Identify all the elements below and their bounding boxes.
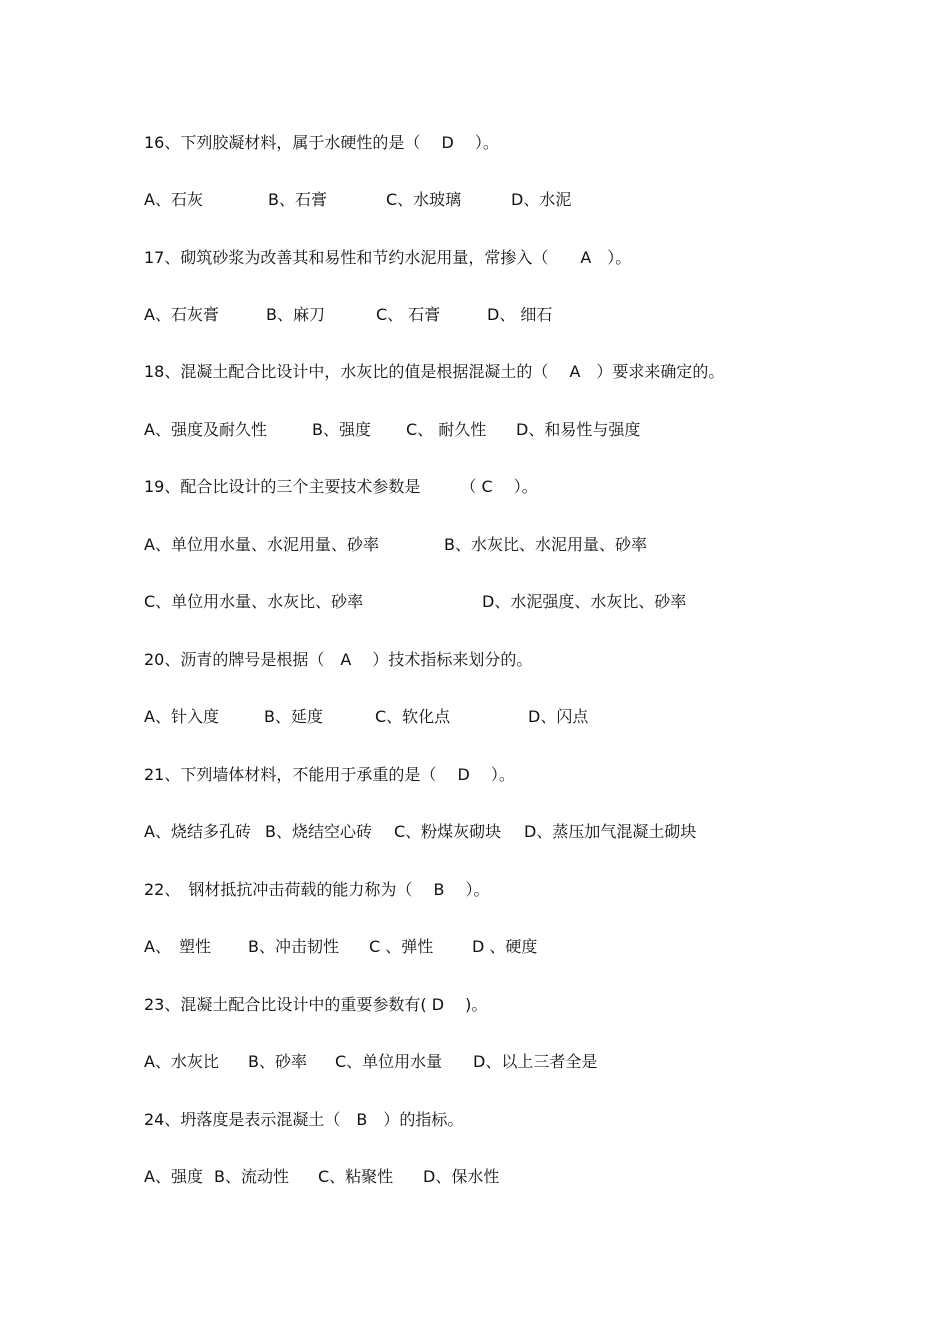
option-a: A、水灰比	[144, 1052, 219, 1071]
question-21-options	[144, 820, 697, 844]
option-d: D、水泥强度、水灰比、砂率	[482, 592, 687, 611]
question-22-stem	[144, 878, 490, 902]
option-c: C、单位用水量	[335, 1052, 443, 1071]
option-a: A、强度及耐久性	[144, 420, 267, 439]
option-c: C、 耐久性	[406, 420, 487, 439]
question-24-options	[144, 1165, 500, 1189]
question-22-options	[144, 935, 538, 959]
question-stem-text: 21、下列墙体材料，不能用于承重的是（ D ）。	[144, 765, 515, 784]
question-stem-text: 24、坍落度是表示混凝土（ B ）的指标。	[144, 1110, 464, 1129]
option-d: D、蒸压加气混凝土砌块	[524, 822, 697, 841]
option-d: D 、硬度	[472, 937, 538, 956]
option-b: B、烧结空心砖	[265, 822, 372, 841]
option-c: C、粉煤灰砌块	[394, 822, 502, 841]
option-a: A、单位用水量、水泥用量、砂率	[144, 535, 379, 554]
option-b: B、麻刀	[266, 305, 325, 324]
question-stem-text: 16、下列胶凝材料，属于水硬性的是（ D ）。	[144, 133, 499, 152]
question-18-stem	[144, 360, 725, 384]
option-c: C、 石膏	[376, 305, 441, 324]
option-a: A、 塑性	[144, 937, 211, 956]
question-stem-text: 23、混凝土配合比设计中的重要参数有( D )。	[144, 995, 488, 1014]
option-a: A、针入度	[144, 707, 219, 726]
option-d: D、水泥	[511, 190, 572, 209]
option-c: C、软化点	[375, 707, 451, 726]
option-b: B、强度	[312, 420, 371, 439]
option-a: A、烧结多孔砖	[144, 822, 251, 841]
question-16-stem	[144, 131, 499, 155]
question-stem-text: 17、砌筑砂浆为改善其和易性和节约水泥用量，常掺入（ A ）。	[144, 248, 632, 267]
option-b: B、水灰比、水泥用量、砂率	[444, 535, 647, 554]
question-19-options-row1	[144, 533, 647, 557]
question-stem-text: 18、混凝土配合比设计中，水灰比的值是根据混凝土的（ A ）要求来确定的。	[144, 362, 725, 381]
option-b: B、流动性	[214, 1167, 289, 1186]
question-19-stem	[144, 475, 538, 499]
option-a: A、强度	[144, 1167, 203, 1186]
option-d: D、以上三者全是	[473, 1052, 598, 1071]
question-23-options	[144, 1050, 598, 1074]
option-d: D、和易性与强度	[516, 420, 641, 439]
question-19-options-row2	[144, 590, 687, 614]
question-17-stem	[144, 246, 632, 270]
question-17-options	[144, 303, 553, 327]
option-a: A、石灰膏	[144, 305, 219, 324]
option-b: B、延度	[264, 707, 323, 726]
option-d: D、闪点	[528, 707, 589, 726]
option-c: C、水玻璃	[386, 190, 462, 209]
question-21-stem	[144, 763, 515, 787]
question-16-options	[144, 188, 572, 212]
option-c: C、单位用水量、水灰比、砂率	[144, 592, 364, 611]
option-b: B、砂率	[248, 1052, 307, 1071]
question-stem-text: 20、沥青的牌号是根据（ A ）技术指标来划分的。	[144, 650, 533, 669]
option-d: D、保水性	[423, 1167, 500, 1186]
option-b: B、冲击韧性	[248, 937, 339, 956]
question-18-options	[144, 418, 641, 442]
question-20-options	[144, 705, 589, 729]
question-24-stem	[144, 1108, 464, 1132]
option-c: C 、弹性	[369, 937, 434, 956]
option-b: B、石膏	[268, 190, 327, 209]
question-20-stem	[144, 648, 533, 672]
question-stem-text: 22、 钢材抵抗冲击荷载的能力称为（ B ）。	[144, 880, 490, 899]
option-a: A、石灰	[144, 190, 203, 209]
question-stem-text: 19、配合比设计的三个主要技术参数是 （ C ）。	[144, 477, 538, 496]
option-d: D、 细石	[487, 305, 553, 324]
option-c: C、粘聚性	[318, 1167, 394, 1186]
question-23-stem	[144, 993, 488, 1017]
